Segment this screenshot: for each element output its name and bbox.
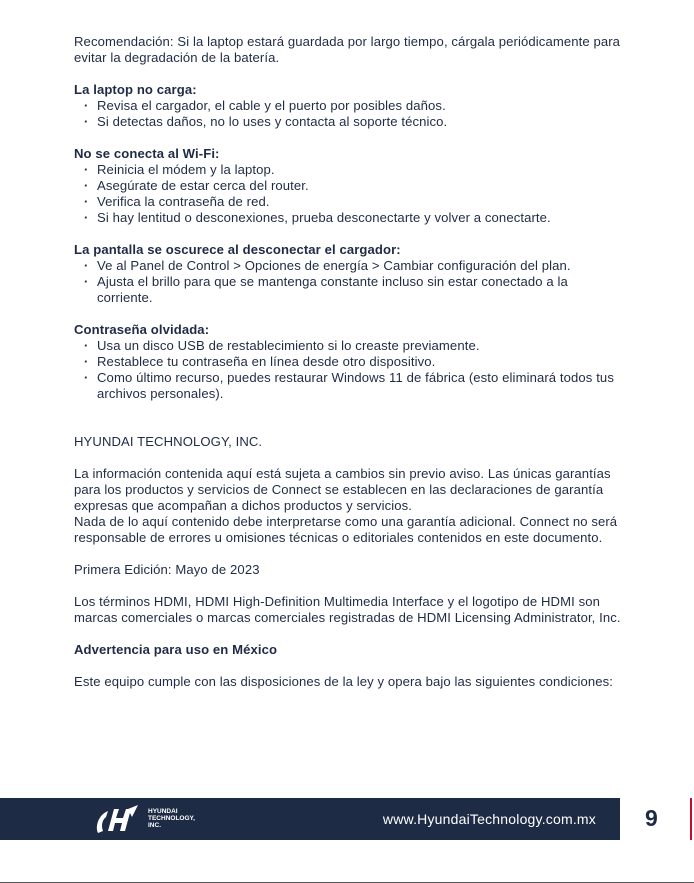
- no-charge-list: [74, 98, 622, 130]
- list-item: · Ajusta el brillo para que se mantenga constante incluso sin estar conectado a la corriente.: [74, 274, 622, 306]
- website-link[interactable]: www.HyundaiTechnology.com.mx: [382, 811, 596, 827]
- wifi-list: [74, 162, 622, 226]
- list-item: · Como último recurso, puedes restaurar Windows 11 de fábrica (esto eliminará todos tus archivos personales).: [74, 370, 622, 402]
- list-item: · Ve al Panel de Control > Opciones de energía > Cambiar configuración del plan.: [74, 258, 622, 274]
- logo-line: INC.: [148, 822, 161, 829]
- section-heading-wifi: No se conecta al Wi-Fi:: [74, 146, 220, 161]
- screen-dims-list: [74, 258, 622, 306]
- footer-bar: [0, 798, 620, 840]
- logo-line: HYUNDAI: [148, 808, 178, 815]
- list-item: · Reinicia el módem y la laptop.: [74, 162, 622, 178]
- list-item: · Si detectas daños, no lo uses y contacta al soporte técnico.: [74, 114, 622, 130]
- list-item: · Verifica la contraseña de red.: [74, 194, 622, 210]
- page-content: [74, 34, 622, 690]
- list-item: · Usa un disco USB de restablecimiento si lo creaste previamente.: [74, 338, 622, 354]
- section-heading-no-charge: La laptop no carga:: [74, 82, 197, 97]
- list-item: · Restablece tu contraseña en línea desde otro dispositivo.: [74, 354, 622, 370]
- disclaimer-paragraph: La información contenida aquí está sujeta a cambios sin previo aviso. Las únicas garantías para los productos y servicios de Connect se establecen en las declaraciones de garantía expresas que acompañan a dichos productos y servicios.: [74, 466, 611, 513]
- list-item: · Asegúrate de estar cerca del router.: [74, 178, 622, 194]
- disclaimer-paragraph: Nada de lo aquí contenido debe interpretarse como una garantía adicional. Connect no será responsable de errores u omisiones técnicas o editoriales contenidos en este documento.: [74, 514, 618, 545]
- accent-divider: [690, 798, 692, 840]
- section-heading-screen-dims: La pantalla se oscurece al desconectar el cargador:: [74, 242, 401, 257]
- company-name: HYUNDAI TECHNOLOGY, INC.: [74, 434, 263, 449]
- hdmi-notice: Los términos HDMI, HDMI High-Definition Multimedia Interface y el logotipo de HDMI son marcas comerciales o marcas comerciales registradas de HDMI Licensing Administrator, Inc.: [74, 594, 621, 625]
- logo-wordmark: [148, 808, 195, 829]
- list-item: · Si hay lentitud o desconexiones, prueba desconectarte y volver a conectarte.: [74, 210, 622, 226]
- page-number: 9: [645, 805, 658, 831]
- hyundai-logo-icon: [94, 803, 140, 835]
- logo-line: TECHNOLOGY,: [148, 815, 195, 822]
- password-list: [74, 338, 622, 402]
- mexico-heading: Advertencia para uso en México: [74, 642, 278, 657]
- edition-text: Primera Edición: Mayo de 2023: [74, 562, 260, 577]
- section-heading-password: Contraseña olvidada:: [74, 322, 210, 337]
- list-item: · Revisa el cargador, el cable y el puerto por posibles daños.: [74, 98, 622, 114]
- recommendation-text: Recomendación: Si la laptop estará guardada por largo tiempo, cárgala periódicamente para evitar la degradación de la batería.: [74, 34, 621, 65]
- mexico-text: Este equipo cumple con las disposiciones de la ley y opera bajo las siguientes condiciones:: [74, 674, 613, 689]
